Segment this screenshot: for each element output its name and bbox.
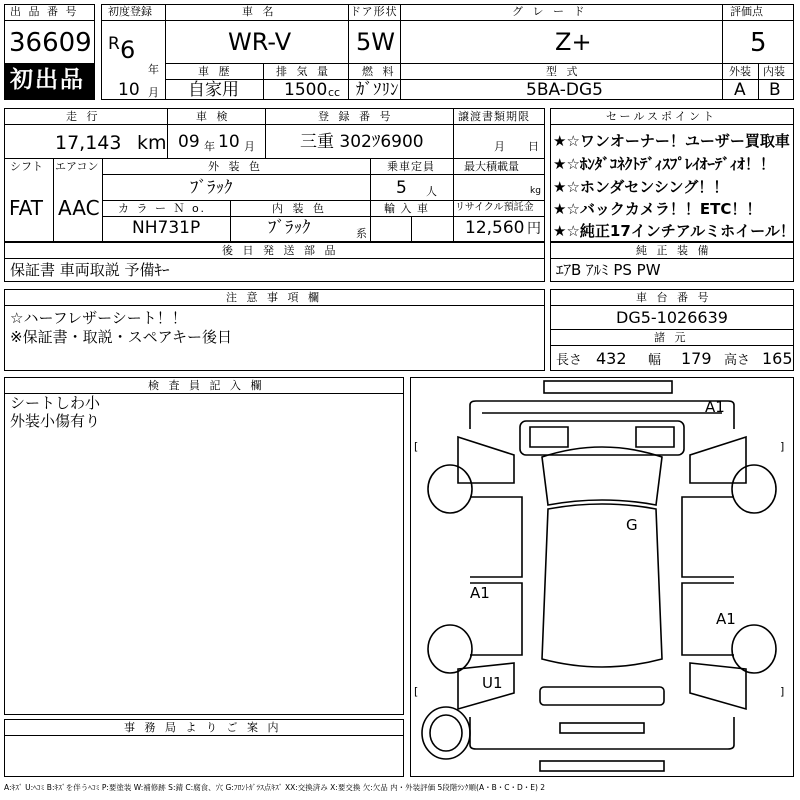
sales-point-item: ★☆バックカメラ！！ETC！！ [553, 200, 762, 218]
ac-label: エアコン [55, 160, 99, 173]
history-label: 車 歴 [198, 65, 233, 78]
shift-label: シフト [10, 160, 43, 173]
door-label: ドア形状 [350, 5, 398, 18]
door-type: 5W [356, 28, 395, 56]
transfer-day-unit: 日 [528, 140, 539, 153]
model-code: 5BA-DG5 [526, 80, 603, 100]
exterior-grade-label: 外装 [729, 65, 751, 78]
inspection-month-unit: 月 [244, 140, 255, 153]
width-label: 幅 [648, 353, 662, 368]
recycle-unit: 円 [527, 221, 541, 237]
mileage-label: 走 行 [66, 110, 101, 123]
score-label: 評価点 [730, 5, 763, 18]
inspector-label: 検 査 員 記 入 欄 [148, 379, 265, 392]
recycle-label: リサイクル預託金 [455, 202, 534, 213]
interior-grade: B [769, 80, 781, 100]
later-parts-label: 後 日 発 送 部 品 [222, 244, 339, 257]
car-name-label: 車 名 [242, 5, 277, 18]
year-unit: 年 [148, 63, 159, 76]
ext-color-label: 外 装 色 [208, 160, 263, 173]
inspector-line: 外装小傷有り [10, 412, 101, 430]
grade: Z+ [555, 28, 592, 56]
load-label: 最大積載量 [464, 160, 519, 173]
length: 432 [596, 349, 627, 368]
load-unit: kg [530, 186, 541, 196]
bracket-mark: [ [414, 440, 419, 453]
first-reg-label: 初度登録 [108, 5, 152, 18]
chassis-label: 車 台 番 号 [636, 291, 712, 304]
mileage: 17,143 [55, 132, 122, 154]
bracket-mark: ] [780, 440, 785, 453]
color-no-label: カ ラ ー Ｎ o. [118, 202, 207, 215]
width: 179 [681, 349, 712, 368]
transfer-month-unit: 月 [494, 140, 505, 153]
notes-label: 注 意 事 項 欄 [226, 291, 322, 304]
chassis-number: DG5-1026639 [616, 308, 728, 327]
sales-points-label: セールスポイント [606, 110, 718, 123]
seats-unit: 人 [426, 185, 437, 198]
lot-label: 出 品 番 号 [10, 5, 79, 18]
damage-mark: A1 [716, 610, 736, 628]
bracket-mark: ] [780, 685, 785, 698]
month-unit: 月 [148, 86, 159, 99]
height-label: 高さ [724, 353, 751, 368]
standard-equipment: ｴｱB ｱﾙﾐ PS PW [556, 261, 661, 279]
sales-point-item: ★☆ﾎﾝﾀﾞｺﾈｸﾄﾃﾞｨｽﾌﾟﾚｲｵｰﾃﾞｨｵ！！ [553, 155, 775, 173]
ac: AAC [58, 196, 100, 220]
office-label: 事 務 局 よ り ご 案 内 [124, 721, 282, 734]
sales-point-item: ★☆純正17インチアルミホイール！ [553, 222, 795, 240]
displacement-unit: cc [328, 86, 341, 99]
seats: 5 [396, 178, 407, 198]
int-color-label: 内 装 色 [272, 202, 327, 215]
displacement: 1500 [284, 80, 328, 100]
plate-label: 登 録 番 号 [318, 110, 394, 123]
fuel-label: 燃 料 [362, 65, 397, 78]
sales-point-item: ★☆ワンオーナー！ユーザー買取車 [553, 132, 790, 150]
transfer-label: 譲渡書類期限 [458, 110, 530, 123]
model-label: 型 式 [546, 65, 581, 78]
history: 自家用 [188, 80, 239, 100]
inspection-year-unit: 年 [204, 140, 215, 153]
length-label: 長さ [556, 353, 583, 368]
int-color-unit: 系 [356, 227, 367, 240]
lot-number: 36609 [9, 28, 92, 58]
bracket-mark: [ [414, 685, 419, 698]
plate-number: 三重 302ﾂ6900 [300, 132, 424, 152]
note-line: ☆ハーフレザーシート！！ [10, 309, 187, 327]
height: 165 [762, 349, 793, 368]
fuel: ｶﾞｿﾘﾝ [356, 80, 399, 100]
damage-mark: A1 [705, 398, 725, 416]
standard-equipment-label: 純 正 装 備 [636, 244, 712, 257]
first-reg-year: 6 [120, 36, 136, 64]
car-name: WR-V [228, 28, 292, 56]
car-diagram [410, 377, 794, 777]
score: 5 [750, 28, 767, 58]
displacement-label: 排 気 量 [276, 65, 331, 78]
note-line: ※保証書・取説・スペアキー後日 [10, 328, 232, 346]
inspection-month: 10 [218, 132, 240, 152]
first-reg-month: 10 [118, 80, 140, 100]
legend: A:ｷｽﾞ U:ﾍｺﾐ B:ｷｽﾞを伴うﾍｺﾐ P:要塗装 W:補修跡 S:錆 C:腐食、穴 G:ﾌﾛﾝﾄｶﾞﾗｽ点ｷｽﾞ XX:交換済み X:要交換 欠:欠品 内・外装評価 5段階ﾗﾝｸ順(A・B・C・D・E) 2 [4, 783, 546, 792]
interior-grade-label: 内装 [763, 65, 785, 78]
inspection-label: 車 検 [196, 110, 231, 123]
int-color: ﾌﾞﾗｯｸ [268, 218, 311, 238]
inspection-year: 09 [178, 132, 200, 152]
mileage-unit: km [137, 132, 167, 154]
inspector-line: シートしわ小 [10, 394, 101, 412]
recycle-deposit: 12,560 [465, 218, 525, 238]
color-no: NH731P [132, 218, 201, 238]
exterior-grade: A [734, 80, 746, 100]
ext-color: ﾌﾞﾗｯｸ [190, 178, 233, 198]
later-parts: 保証書 車両取説 予備ｷｰ [10, 261, 170, 279]
era: R [108, 34, 120, 54]
sales-point-item: ★☆ホンダセンシング！！ [553, 178, 729, 196]
damage-mark: G [626, 516, 638, 534]
seats-label: 乗車定員 [387, 160, 435, 173]
shift: FAT [9, 196, 44, 220]
import-label: 輸 入 車 [384, 202, 429, 215]
spec-label: 諸 元 [654, 331, 689, 344]
damage-mark: A1 [470, 584, 490, 602]
damage-mark: U1 [482, 674, 503, 692]
first-listing-badge: 初出品 [10, 67, 85, 93]
grade-label: グ レ ー ド [512, 5, 588, 18]
